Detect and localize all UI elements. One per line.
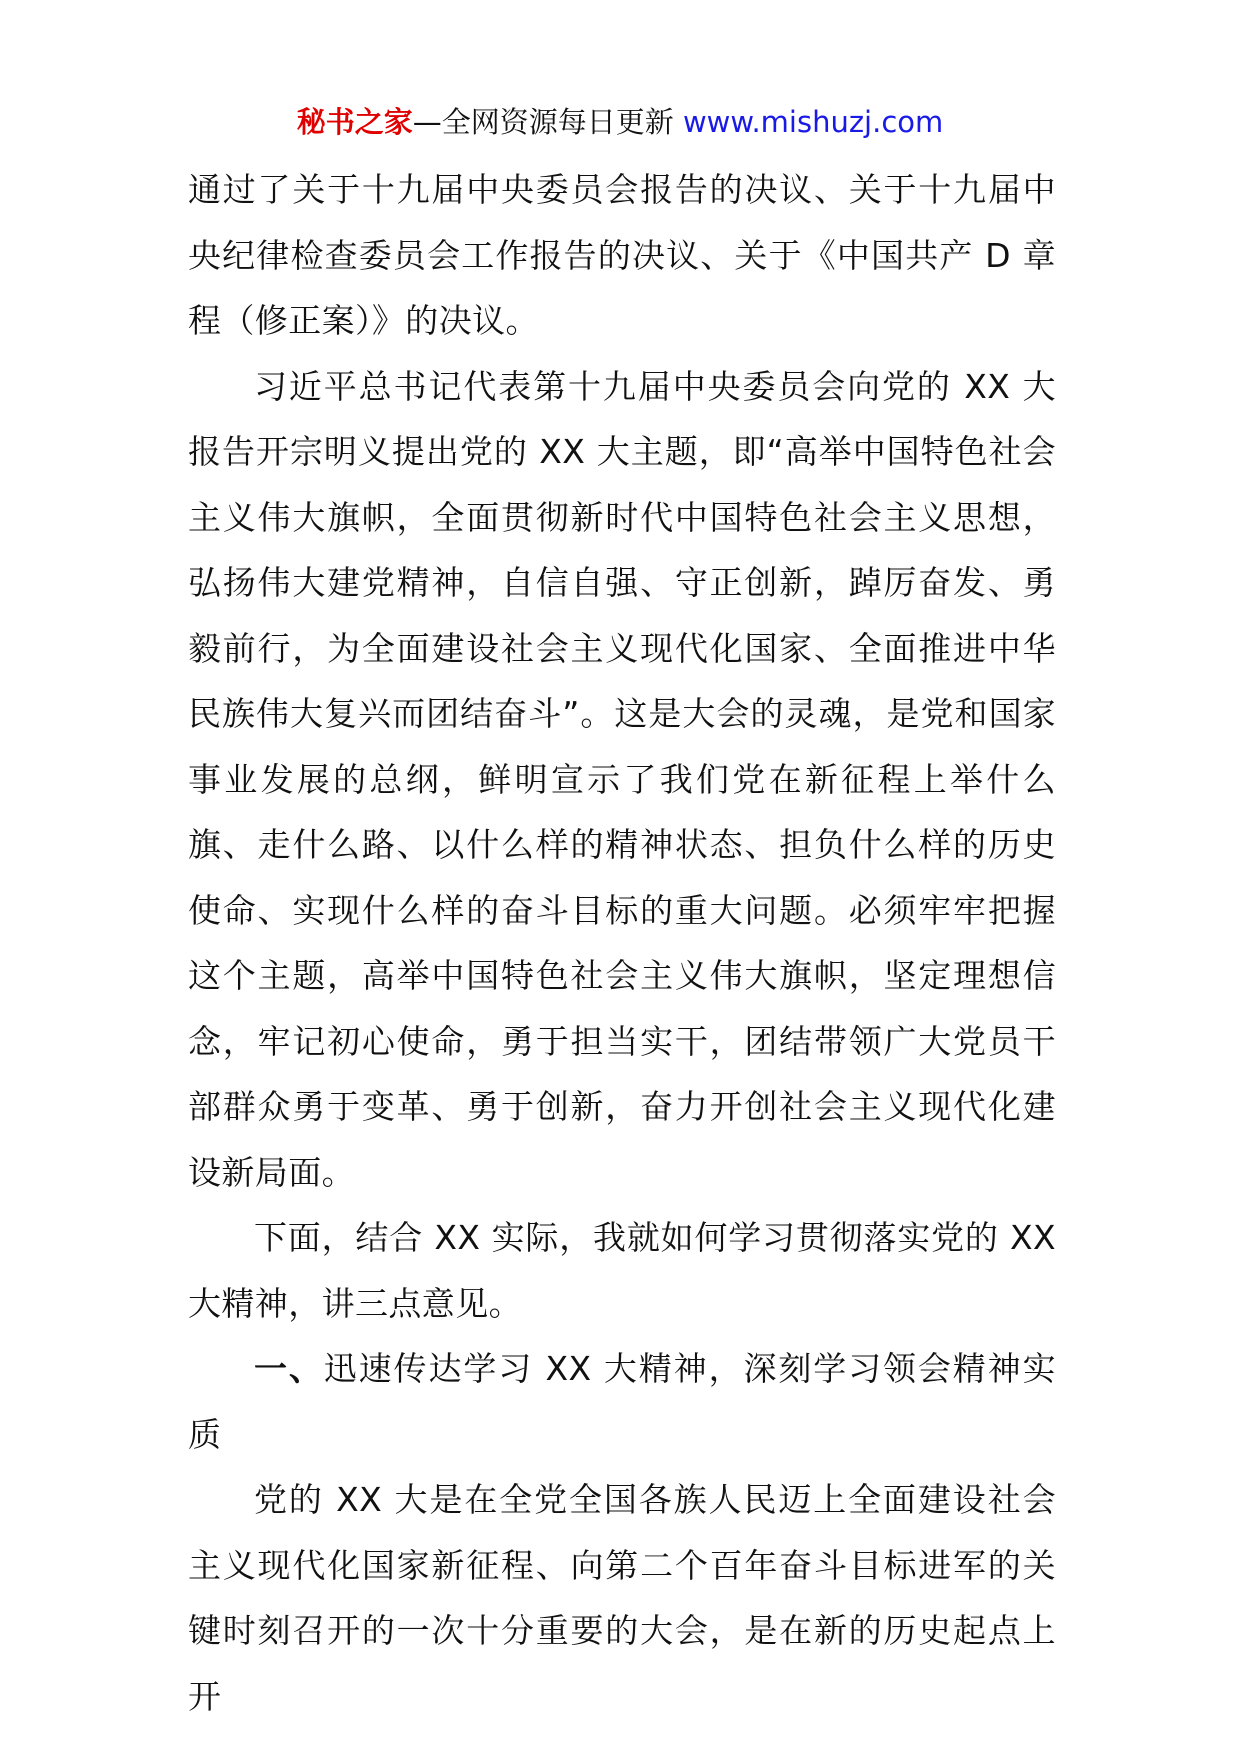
paragraph-section-1: 党的 XX 大是在全党全国各族人民迈上全面建设社会主义现代化国家新征程、向第二个百年奋斗目标进军的关键时刻召开的一次十分重要的大会，是在新的历史起点上开 [188, 1480, 1056, 1716]
section-heading-1 [188, 1336, 1056, 1467]
site-url-link[interactable]: www.mishuzj.com [682, 105, 944, 139]
header-tagline: —全网资源每日更新 [412, 105, 683, 139]
page-header [0, 100, 1240, 144]
paragraph-theme: 习近平总书记代表第十九届中央委员会向党的 XX 大报告开宗明义提出党的 XX 大主题，即“高举中国特色社会主义伟大旗帜，全面贯彻新时代中国特色社会主义思想，弘扬伟大建党精神，自信自强、守正创新，踔厉奋发、勇毅前行，为全面建设社会主义现代化国家、全面推进中华民族伟大复兴而团结奋斗”。这是大会的灵魂，是党和国家事业发展的总纲，鲜明宣示了我们党在新征程上举什么旗、走什么路、以什么样的精神状态、担负什么样的历史使命、实现什么样的奋斗目标的重大问题。必须牢牢把握这个主题，高举中国特色社会主义伟大旗帜，坚定理想信念，牢记初心使命，勇于担当实干，团结带领广大党员干部群众勇于变革、勇于创新，奋力开创社会主义现代化建设新局面。 [188, 366, 1056, 1192]
paragraph-continued: 通过了关于十九届中央委员会报告的决议、关于十九届中央纪律检查委员会工作报告的决议、关于《中国共产 D 章程（修正案）》的决议。 [188, 170, 1056, 340]
paragraph-intro: 下面，结合 XX 实际，我就如何学习贯彻落实党的 XX 大精神，讲三点意见。 [188, 1218, 1056, 1323]
section-heading-text: 迅速传达学习 XX 大精神，深刻学习领会精神实质 [188, 1349, 1056, 1454]
section-heading-number: 一、 [254, 1349, 324, 1388]
brand-name: 秘书之家 [296, 105, 413, 139]
document-body [188, 157, 1056, 1729]
